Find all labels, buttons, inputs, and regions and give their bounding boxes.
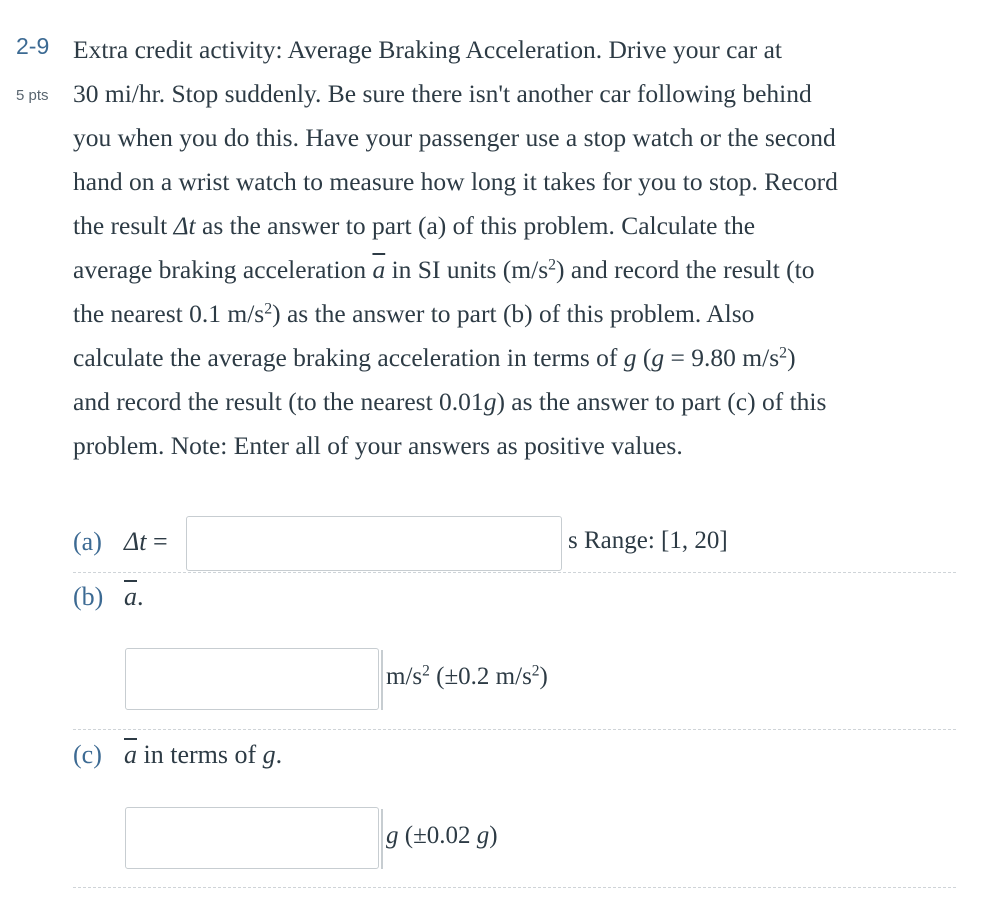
question-points: 5 pts — [16, 87, 49, 104]
part-b-divider — [73, 729, 956, 730]
a-bar-symbol: $\overline{a}$ — [124, 582, 137, 611]
part-a-expression — [124, 527, 168, 557]
text-segment: ) as the answer to part (b) of this problem. Also — [272, 299, 755, 328]
question-text — [73, 28, 963, 468]
part-b-input-divider — [381, 650, 383, 710]
text-segment: average braking acceleration — [73, 255, 373, 284]
part-b-unit-tolerance — [386, 663, 548, 691]
text-segment: ) — [787, 343, 796, 372]
question-line-6 — [73, 248, 963, 292]
tolerance-close: ) — [489, 822, 498, 849]
period: . — [137, 582, 144, 611]
text-segment: = 9.80 m/s — [664, 343, 780, 372]
a-bar-symbol: $\overline{a}$ — [372, 255, 386, 284]
g-symbol: g — [483, 387, 497, 416]
exponent: 2 — [422, 662, 430, 680]
part-b-expression — [124, 582, 144, 612]
unit-text: m/s — [386, 663, 423, 690]
g-symbol: g — [476, 822, 490, 849]
period: . — [275, 740, 283, 769]
text-segment: and record the result (to the nearest 0.01 — [73, 387, 484, 416]
tolerance-close: ) — [539, 663, 548, 690]
question-line-2: 30 mi/hr. Stop suddenly. Be sure there isn't another car following behind — [73, 79, 812, 108]
question-line-3: you when you do this. Have your passenger use a stop watch or the second — [73, 123, 836, 152]
part-a-divider — [73, 572, 956, 573]
g-symbol: g — [623, 343, 637, 372]
delta-t-symbol: Δt — [173, 211, 196, 240]
question-line-1: Extra credit activity: Average Braking Acceleration. Drive your car at — [73, 35, 782, 64]
tolerance-text: (±0.02 — [398, 822, 477, 849]
text-segment: the nearest 0.1 m/s — [73, 299, 265, 328]
part-c-unit-tolerance — [386, 822, 498, 850]
g-symbol: g — [386, 822, 399, 849]
exponent: 2 — [531, 662, 540, 680]
in-terms-of-text: in terms of — [137, 740, 263, 769]
question-line-8 — [73, 336, 963, 380]
part-c-label: (c) — [73, 740, 102, 769]
question-number: 2-9 — [16, 33, 50, 59]
g-symbol: g — [262, 740, 276, 769]
question-line-7 — [73, 292, 963, 336]
exponent: 2 — [779, 344, 788, 362]
text-segment: ) and record the result (to — [556, 255, 815, 284]
text-segment: ( — [636, 343, 652, 372]
part-c-input-divider — [381, 809, 383, 869]
exponent: 2 — [548, 256, 557, 274]
text-segment: calculate the average braking acceleration in terms of — [73, 343, 624, 372]
part-b-answer-input[interactable] — [125, 648, 379, 710]
equals-sign: = — [146, 527, 168, 556]
question-line-4: hand on a wrist watch to measure how long it takes for you to stop. Record — [73, 167, 838, 196]
question-line-10: problem. Note: Enter all of your answers as positive values. — [73, 431, 683, 460]
g-symbol: g — [651, 343, 665, 372]
text-segment: as the answer to part (a) of this problem. Calculate the — [195, 211, 756, 240]
part-a-answer-input[interactable] — [186, 516, 562, 571]
question-line-9 — [73, 380, 963, 424]
part-c-answer-input[interactable] — [125, 807, 379, 869]
question-line-5 — [73, 204, 963, 248]
a-bar-symbol: $\overline{a}$ — [124, 740, 137, 769]
part-c-expression — [124, 740, 282, 770]
part-b-label: (b) — [73, 582, 104, 611]
part-c-divider — [73, 887, 956, 888]
exponent: 2 — [264, 300, 273, 318]
part-a-label: (a) — [73, 527, 102, 556]
tolerance-text: (±0.2 m/s — [429, 663, 532, 690]
delta-t-symbol: Δt — [124, 527, 147, 556]
text-segment: ) as the answer to part (c) of this — [496, 387, 827, 416]
text-segment: the result — [73, 211, 174, 240]
part-a-unit-range: s Range: [1, 20] — [568, 527, 728, 554]
text-segment: in SI units (m/s — [385, 255, 549, 284]
